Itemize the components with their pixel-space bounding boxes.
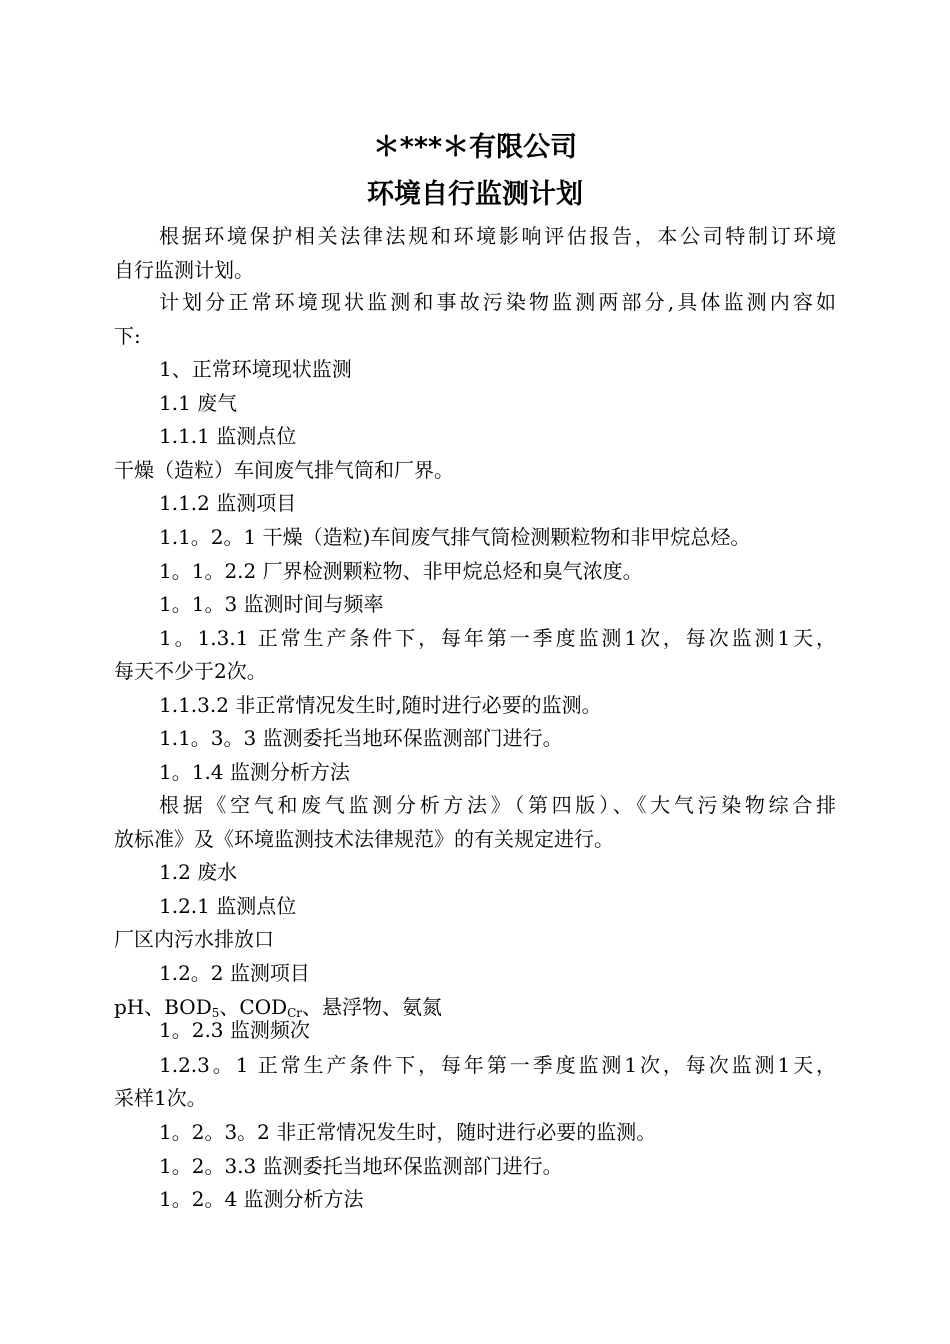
pollutant-text: pH、BOD	[114, 995, 212, 1019]
section-heading: 1.1.2 监测项目	[159, 491, 297, 515]
subscript: 5	[211, 1006, 220, 1020]
pollutant-text: 、悬浮物、氨氮	[302, 995, 443, 1019]
section-heading: 1。2。4 监测分析方法	[159, 1187, 364, 1211]
section-heading: 1。1。3 监测时间与频率	[159, 592, 384, 616]
paragraph-line: 1。2。3。2 非正常情况发生时，随时进行必要的监测。	[159, 1120, 657, 1144]
paragraph-line: 干燥（造粒）车间废气排气筒和厂界。	[114, 458, 454, 482]
subscript: Cr	[287, 1006, 303, 1020]
pollutant-text: 、COD	[219, 995, 288, 1019]
section-heading: 1.2.1 监测点位	[159, 894, 297, 918]
paragraph-line: 1.1。3。3 监测委托当地环保监测部门进行。	[159, 726, 563, 750]
paragraph-line: 采样1次。	[114, 1086, 207, 1110]
paragraph-line: 计划分正常环境现状监测和事故污染物监测两部分,具体监测内容如	[159, 290, 836, 314]
paragraph-line: 每天不少于2次。	[114, 659, 267, 683]
plan-title: 环境自行监测计划	[367, 179, 583, 210]
paragraph-line: 1。2。3.3 监测委托当地环保监测部门进行。	[159, 1154, 563, 1178]
section-heading: 1。2.3 监测频次	[159, 1018, 310, 1042]
section-heading: 1.1.1 监测点位	[159, 424, 297, 448]
paragraph-line: 1.1。2。1 干燥（造粒)车间废气排气筒检测颗粒物和非甲烷总烃。	[159, 525, 751, 549]
paragraph-line: 根据《空气和废气监测分析方法》（第四版）、《大气污染物综合排	[159, 793, 836, 817]
paragraph-line: 下:	[114, 324, 141, 348]
paragraph-line: 放标准》及《环境监测技术法律规范》的有关规定进行。	[114, 827, 614, 851]
paragraph-line: 1。1。2.2 厂界检测颗粒物、非甲烷总烃和臭气浓度。	[159, 559, 643, 583]
section-heading: 1.2 废水	[159, 860, 238, 884]
paragraph-line: 1。1.3.1 正常生产条件下，每年第一季度监测1次，每次监测1天，	[159, 626, 836, 650]
section-heading: 1。1.4 监测分析方法	[159, 760, 350, 784]
company-title: ＊***＊有限公司	[372, 132, 578, 163]
section-heading: 1.1 废气	[159, 391, 238, 415]
paragraph-line: 根据环境保护相关法律法规和环境影响评估报告，本公司特制订环境	[159, 224, 836, 248]
paragraph-line: 1.1.3.2 非正常情况发生时,随时进行必要的监测。	[159, 693, 602, 717]
section-heading: 1.2。2 监测项目	[159, 961, 310, 985]
paragraph-line: 厂区内污水排放口	[114, 927, 274, 951]
paragraph-line: 自行监测计划。	[114, 258, 254, 282]
paragraph-line: 1.2.3。1 正常生产条件下，每年第一季度监测1次，每次监测1天，	[159, 1053, 836, 1077]
section-heading: 1、正常环境现状监测	[159, 357, 352, 381]
